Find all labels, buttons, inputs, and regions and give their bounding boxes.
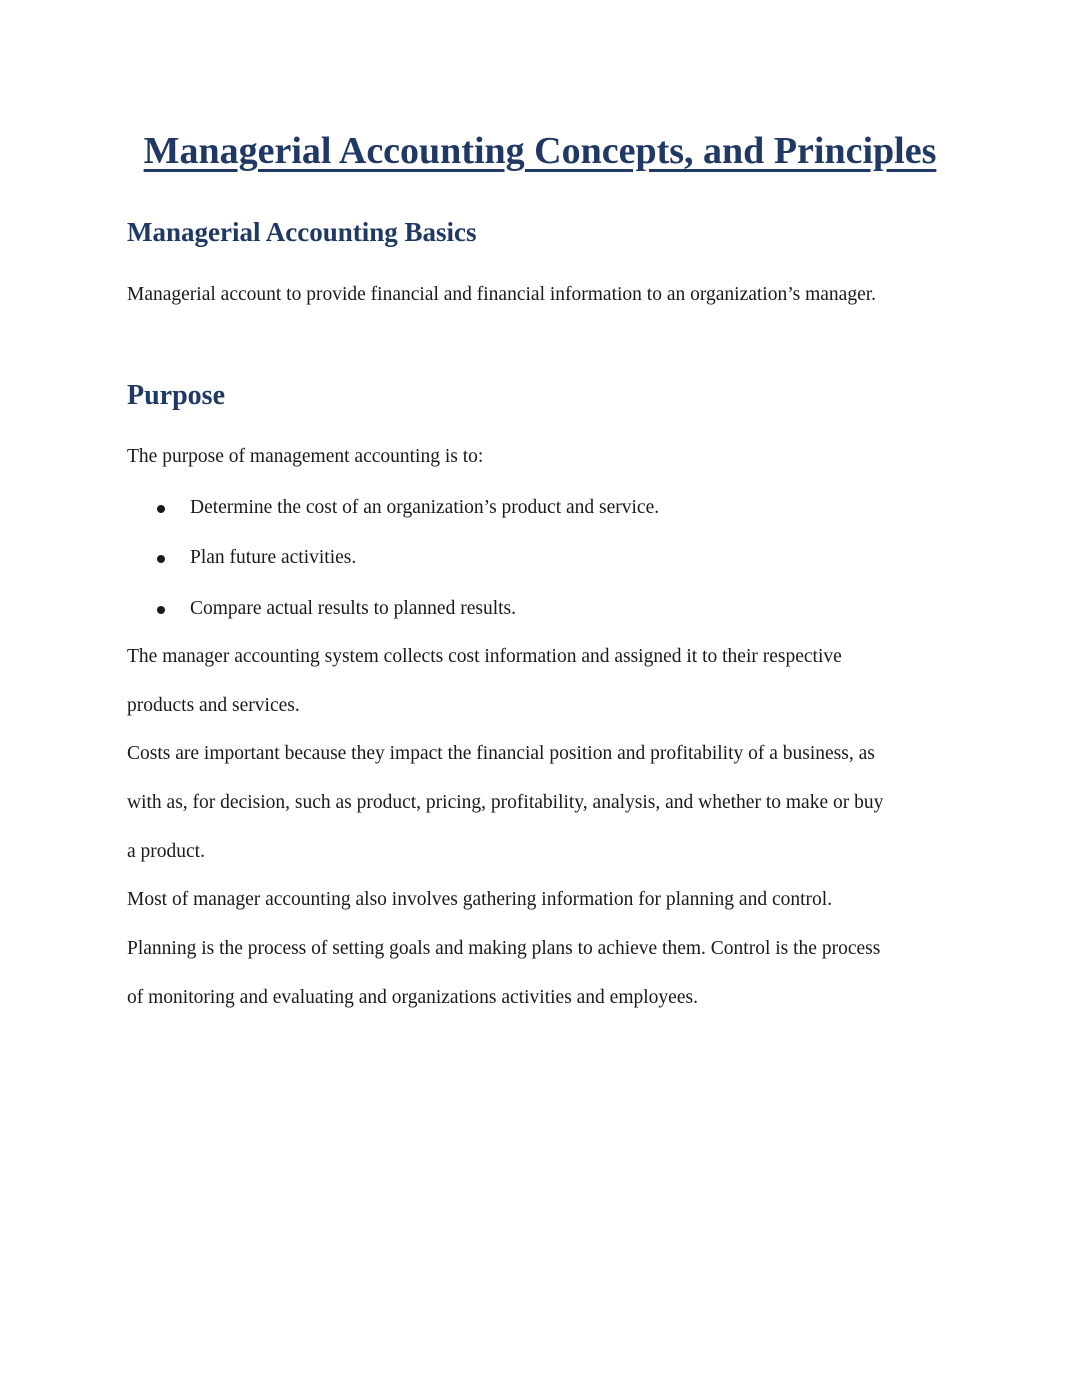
section-heading-basics: Managerial Accounting Basics [127,217,477,247]
list-item-text: Plan future activities. [190,547,357,568]
body-line: Planning is the process of setting goals and making plans to achieve them. Control is the process [127,938,881,959]
document-title: Managerial Accounting Concepts, and Principles [143,130,937,172]
body-line: with as, for decision, such as product, pricing, profitability, analysis, and whether to make or buy [127,792,884,813]
body-line: a product. [127,841,205,862]
body-line: Most of manager accounting also involves gathering information for planning and control. [127,889,833,910]
list-item-text: Determine the cost of an organization’s product and service. [190,497,660,518]
bullet-icon [157,505,165,513]
basics-paragraph: Managerial account to provide financial and financial information to an organization’s manager. [127,284,877,305]
section-heading-purpose: Purpose [127,380,225,411]
body-line: of monitoring and evaluating and organizations activities and employees. [127,987,698,1008]
purpose-intro: The purpose of management accounting is to: [127,446,484,467]
body-line: The manager accounting system collects cost information and assigned it to their respective [127,646,842,667]
body-line: products and services. [127,695,300,716]
bullet-icon [157,555,165,563]
list-item-text: Compare actual results to planned results. [190,598,516,619]
bullet-icon [157,606,165,614]
body-line: Costs are important because they impact the financial position and profitability of a business, as [127,743,875,764]
